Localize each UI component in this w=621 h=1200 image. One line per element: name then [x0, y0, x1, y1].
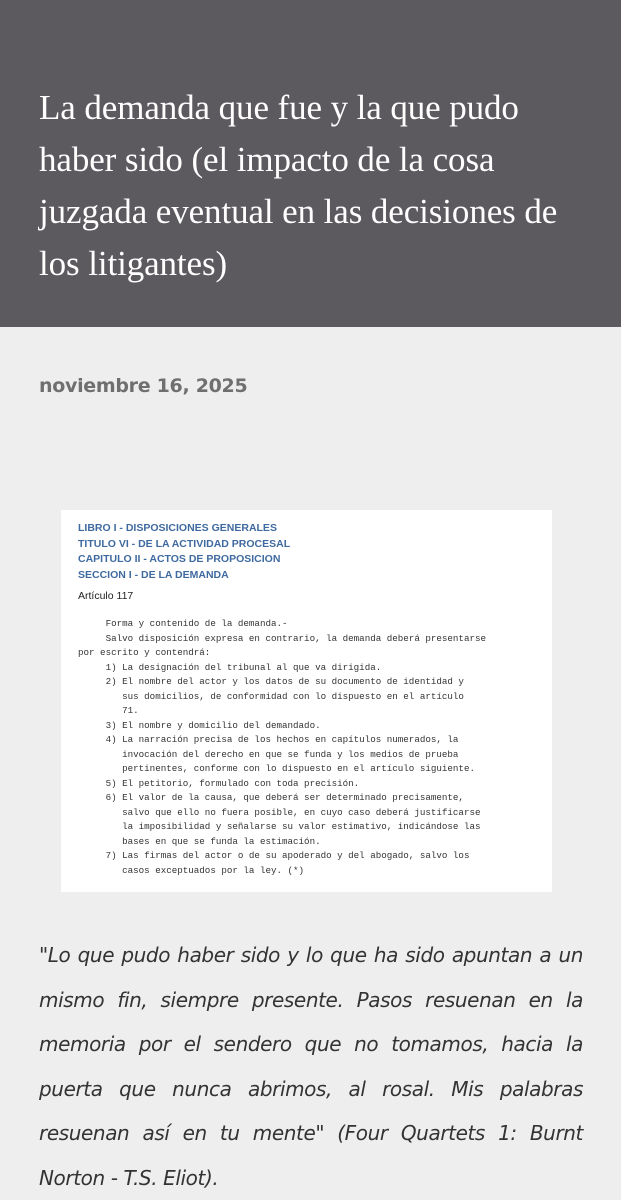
- article-line: invocación del derecho en que se funda y los medios de prueba: [78, 748, 459, 760]
- article-line: sus domicilios, de conformidad con lo dispuesto en el artículo: [78, 690, 464, 702]
- article-line: salvo que ello no fuera posible, en cuyo caso deberá justificarse: [78, 806, 481, 818]
- post-header: [0, 0, 621, 327]
- article-line: por escrito y contendrá:: [78, 647, 211, 658]
- article-body: [78, 617, 548, 878]
- article-line: 5) El petitorio, formulado con toda precisión.: [78, 777, 360, 789]
- post-title: La demanda que fue y la que pudo haber sido (el impacto de la cosa juzgada eventual en las decisiones de los litigantes): [39, 88, 558, 283]
- document-headings: [78, 521, 290, 583]
- heading-titulo: TITULO VI - DE LA ACTIVIDAD PROCESAL: [78, 537, 291, 550]
- article-number: Artículo 117: [78, 590, 134, 602]
- post-date: noviembre 16, 2025: [39, 375, 248, 397]
- article-line: 7) Las firmas del actor o de su apoderado y del abogado, salvo los: [78, 850, 470, 861]
- article-line: casos exceptuados por la ley. (*): [78, 864, 305, 876]
- post-quote: "Lo que pudo haber sido y lo que ha sido apuntan a un mismo fin, siempre presente. Pasos resuenan en la memoria por el sendero que no tomamos, hacia la puerta que nunca abrimos, al rosal. Mis palabras resuenan así en tu mente" (Four Quartets 1: Burnt Norton - T.S. Eliot).: [39, 943, 583, 1190]
- article-line: 6) El valor de la causa, que deberá ser determinado precisamente,: [78, 792, 464, 803]
- heading-libro: LIBRO I - DISPOSICIONES GENERALES: [78, 522, 277, 534]
- heading-seccion: SECCION I - DE LA DEMANDA: [78, 568, 229, 581]
- document-image[interactable]: [61, 510, 552, 892]
- article-line: Salvo disposición expresa en contrario, la demanda deberá presentarse: [78, 632, 486, 644]
- article-line: 4) La narración precisa de los hechos en capítulos numerados, la: [78, 734, 459, 745]
- heading-capitulo: CAPITULO II - ACTOS DE PROPOSICION: [78, 553, 281, 565]
- article-line: 71.: [78, 705, 139, 716]
- article-line: Forma y contenido de la demanda.-: [78, 618, 288, 629]
- article-line: bases en que se funda la estimación.: [78, 835, 321, 847]
- article-line: la imposibilidad y señalarse su valor estimativo, indicándose las: [78, 821, 481, 832]
- article-line: pertinentes, conforme con lo dispuesto en el artículo siguiente.: [78, 763, 475, 774]
- article-line: 3) El nombre y domicilio del demandado.: [78, 719, 321, 731]
- article-line: 1) La designación del tribunal al que va dirigida.: [78, 661, 382, 673]
- article-line: 2) El nombre del actor y los datos de su documento de identidad y: [78, 676, 464, 687]
